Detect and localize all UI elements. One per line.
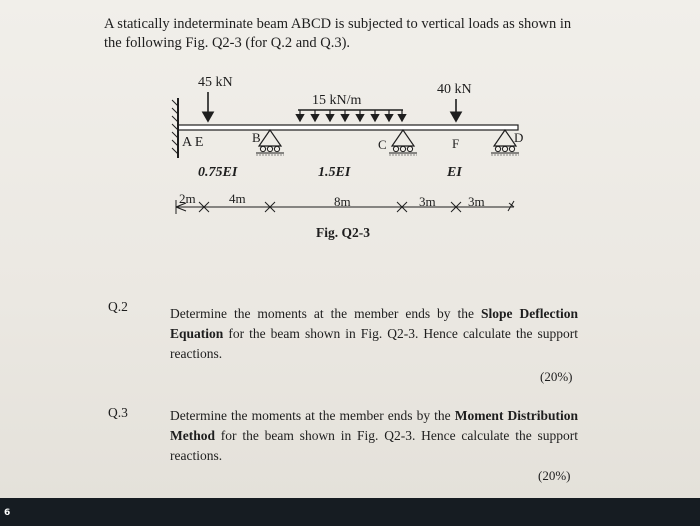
node-b-label: B xyxy=(252,130,261,145)
beam xyxy=(178,125,518,130)
question-3-text-part-1: Determine the moments at the member ends by the xyxy=(170,408,455,423)
load-45kn-label: 45 kN xyxy=(198,75,233,90)
stiffness-ab-label: 0.75EI xyxy=(198,165,238,180)
stiffness-cd-label: EI xyxy=(447,165,462,180)
udl-arrows xyxy=(298,110,403,121)
question-2-text xyxy=(170,304,578,364)
question-3-method: Moment Distribution Method xyxy=(170,408,579,443)
fixed-support-a xyxy=(172,98,178,158)
node-a-e-label: A E xyxy=(182,135,204,150)
intro-line-1: A statically indeterminate beam ABCD is subjected to vertical loads as shown in xyxy=(104,16,572,32)
node-c-label: C xyxy=(378,137,387,152)
question-3-marks: (20%) xyxy=(538,468,571,483)
dim-3m-right-label: 3m xyxy=(468,194,485,209)
roller-support-c xyxy=(389,130,417,155)
question-2-marks: (20%) xyxy=(540,369,573,384)
dim-8m-label: 8m xyxy=(334,194,351,209)
taskbar xyxy=(0,498,700,526)
figure-caption: Fig. Q2-3 xyxy=(316,225,370,240)
stiffness-bc-label: 1.5EI xyxy=(318,165,351,180)
question-3-text xyxy=(170,406,578,466)
question-3-number: Q.3 xyxy=(108,405,128,420)
question-2-method: Slope Deflection Equation xyxy=(170,306,578,341)
node-d-label: D xyxy=(514,130,524,145)
question-2-text-part-1: Determine the moments at the member ends by the xyxy=(170,306,482,321)
taskbar-app-icon[interactable]: 6 xyxy=(4,508,11,518)
node-f-label: F xyxy=(452,136,460,151)
dim-2m-label: 2m xyxy=(179,191,196,206)
question-2-number: Q.2 xyxy=(108,299,128,314)
dim-3m-left-label: 3m xyxy=(419,194,436,209)
dim-4m-label: 4m xyxy=(229,191,246,206)
load-40kn-label: 40 kN xyxy=(437,82,472,97)
question-2-text-part-2: for the beam shown in Fig. Q2-3. Hence calculate the support reactions. xyxy=(170,326,578,361)
udl-label: 15 kN/m xyxy=(312,93,362,108)
question-3-text-part-2: for the beam shown in Fig. Q2-3. Hence calculate the support reactions. xyxy=(170,428,578,463)
intro-line-2: the following Fig. Q2-3 (for Q.2 and Q.3). xyxy=(104,35,351,51)
